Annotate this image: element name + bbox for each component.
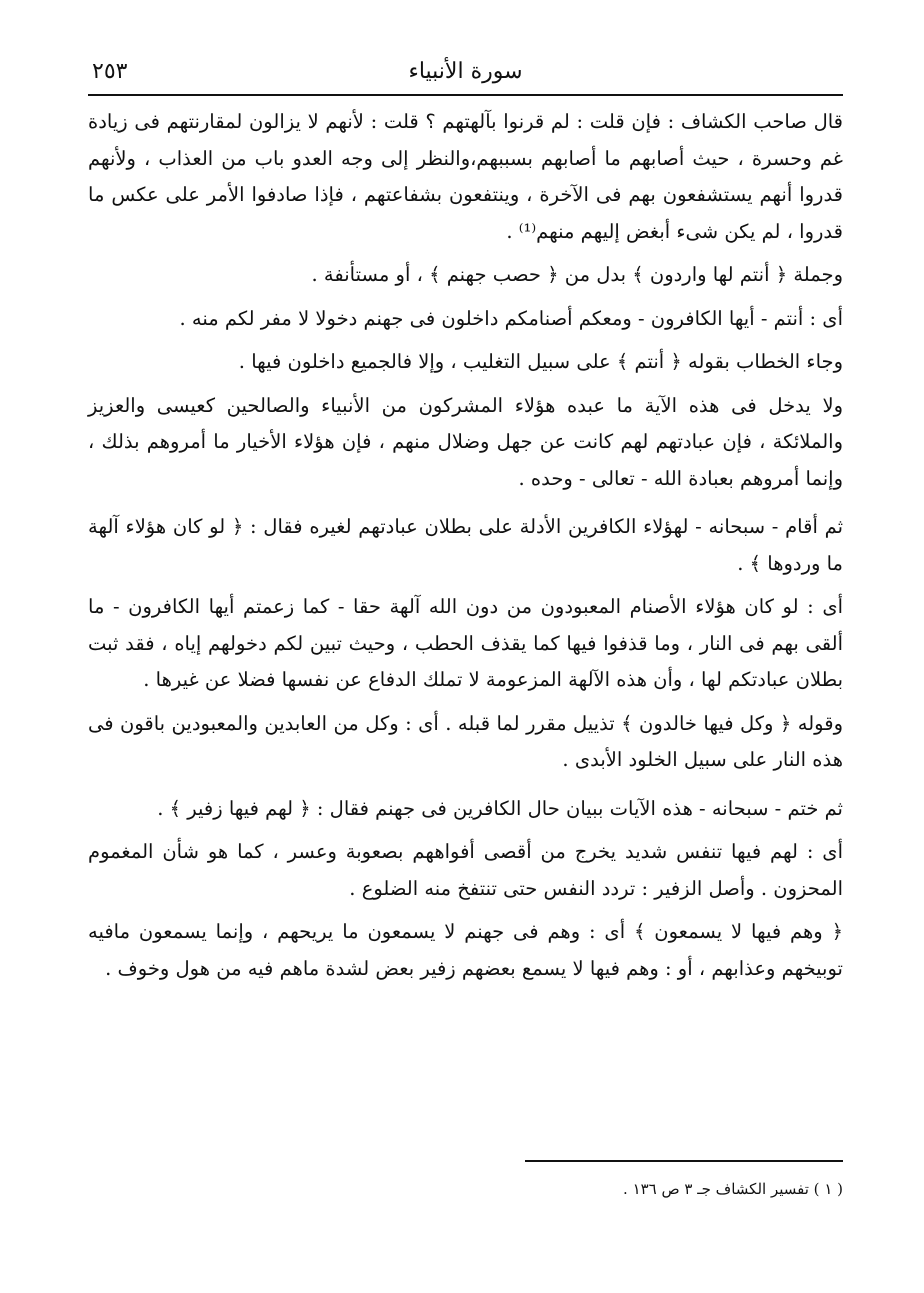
footnote-divider	[525, 1160, 843, 1162]
page-header	[88, 56, 843, 90]
book-page	[88, 0, 843, 1293]
main-text	[88, 104, 843, 994]
paragraph: وقوله ﴿ وكل فيها خالدون ﴾ تذييل مقرر لما قبله . أى : وكل من العابدين والمعبودين باقون فى هذه النار على سبيل الخلود الأبدى .	[88, 711, 843, 771]
paragraph: ﴿ وهم فيها لا يسمعون ﴾ أى : وهم فى جهنم لا يسمعون ما يريحهم ، وإنما يسمعون مافيه توبيخهم وعذابهم ، أو : وهم فيها لا يسمع بعضهم زفير بعض لشدة ماهم فيه من هول وخوف .	[88, 920, 843, 980]
paragraph: وجملة ﴿ أنتم لها واردون ﴾ بدل من ﴿ حصب جهنم ﴾ ، أو مستأنفة .	[311, 263, 843, 286]
paragraph: ولا يدخل فى هذه الآية ما عبده هؤلاء المشركون من الأنبياء والصالحين كعيسى والعزيز والملائكة ، فإن عبادتهم لهم كانت عن جهل وضلال منهم ، فإن هؤلاء الأخيار ما أمروهم بذلك ، وإنما أمروهم بعبادة الله - تعالى - وحده .	[88, 393, 843, 490]
paragraph: أى : لهم فيها تنفس شديد يخرج من أقصى أفواههم بصعوبة وعسر ، كما هو شأن المغموم المحزون . وأصل الزفير : تردد النفس حتى تنتفخ منه الضلوع .	[88, 840, 843, 900]
page-number: ٢٥٣	[92, 59, 128, 84]
paragraph: ثم أقام - سبحانه - لهؤلاء الكافرين الأدلة على بطلان عبادتهم لغيره فقال : ﴿ لو كان هؤلاء آلهة ما وردوها ﴾ .	[88, 515, 843, 575]
paragraph: ثم ختم - سبحانه - هذه الآيات ببيان حال الكافرين فى جهنم فقال : ﴿ لهم فيها زفير ﴾ .	[157, 796, 843, 820]
paragraph: أى : لو كان هؤلاء الأصنام المعبودون من دون الله آلهة حقا - كما زعمتم أيها الكافرون - ما ألقى بهم فى النار ، وما قذفوا فيها كما يقذف الحطب ، وحيث تبين لكم دخولهم إياه ، فقد ثبت بطلان عبادتكم لها ، وأن هذه الآلهة المزعومة لا تملك الدفاع عن نفسها فضلا عن غيرها .	[88, 595, 843, 691]
surah-title: سورة الأنبياء	[408, 59, 523, 84]
header-divider	[88, 94, 843, 96]
paragraph: أى : أنتم - أيها الكافرون - ومعكم أصنامكم داخلون فى جهنم دخولا لا مفر لكم منه .	[179, 306, 843, 330]
paragraph: وجاء الخطاب بقوله ﴿ أنتم ﴾ على سبيل التغليب ، وإلا فالجميع داخلون فيها .	[238, 350, 843, 373]
footnote: ( ١ ) تفسير الكشاف جـ ٣ ص ١٣٦ .	[623, 1180, 843, 1198]
paragraph: قال صاحب الكشاف : فإن قلت : لم قرنوا بآلهتهم ؟ قلت : لأنهم لا يزالون لمقارنتهم فى زيادة غم وحسرة ، حيث أصابهم ما أصابهم بسببهم،والنظر إلى وجه العدو باب من العذاب ، ولأنهم قدروا أنهم يستشفعون بهم فى الآخرة ، وينتفعون بشفاعتهم ، فإذا صادفوا الأمر على عكس ما قدروا ، لم يكن شىء أبغض إليهم منهم⁽¹⁾ .	[88, 110, 843, 243]
